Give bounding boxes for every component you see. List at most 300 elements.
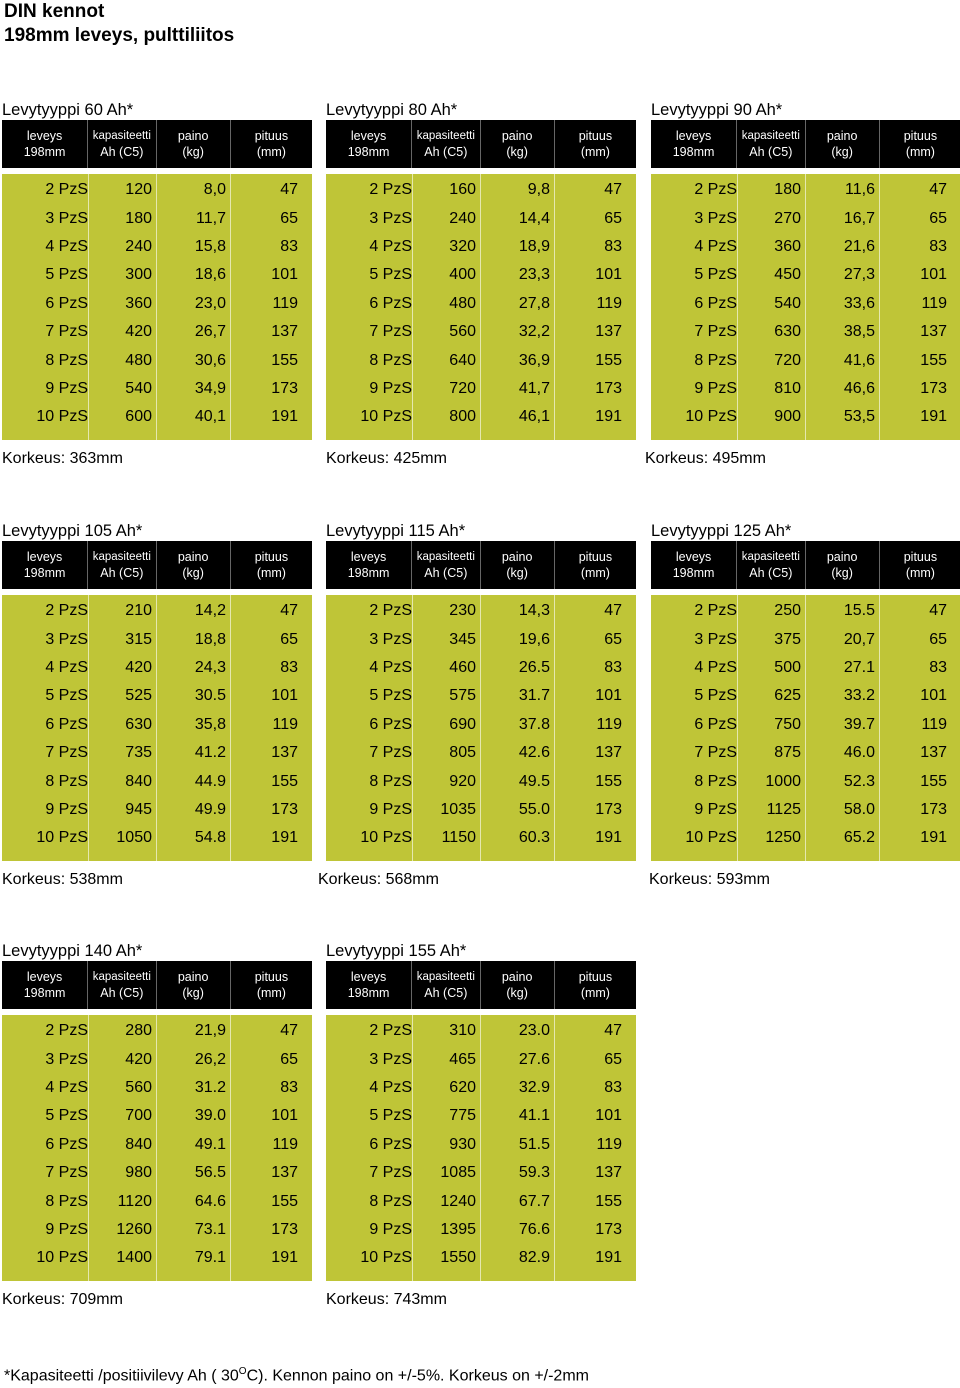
column-divider <box>805 595 806 861</box>
cell-weight: 46,6 <box>843 379 875 397</box>
footnote-text-end: C). Kennon paino on +/-5%. Korkeus on +/-2mm <box>246 1367 589 1385</box>
header-label: pituus <box>254 970 289 984</box>
cell-width: 3 PzS <box>694 630 737 648</box>
cell-capacity: 1035 <box>440 800 476 818</box>
cell-length: 47 <box>280 1022 298 1040</box>
column-divider <box>230 595 231 861</box>
table-row <box>326 1017 636 1045</box>
table-row <box>2 1187 312 1215</box>
cell-length: 119 <box>272 294 298 312</box>
cell-width: 6 PzS <box>369 1135 412 1153</box>
cell-width: 10 PzS <box>685 408 737 426</box>
cell-length: 65 <box>929 209 947 227</box>
header-label: paino <box>177 550 209 564</box>
header-label: leveys <box>26 970 63 984</box>
cell-capacity: 480 <box>449 294 476 312</box>
cell-length: 173 <box>595 1220 622 1238</box>
cell-weight: 51.5 <box>518 1135 550 1153</box>
table-row <box>2 1244 312 1272</box>
cell-width: 5 PzS <box>45 687 88 705</box>
height-label: Korkeus: 743mm <box>326 1291 447 1308</box>
header-label: leveys <box>26 129 63 143</box>
header-unit: (kg) <box>506 986 528 1000</box>
table-row <box>326 346 636 374</box>
cell-weight: 42.6 <box>518 744 550 762</box>
cell-capacity: 450 <box>774 266 801 284</box>
cell-length: 137 <box>271 744 298 762</box>
header-cell <box>651 120 737 168</box>
table-title: Levytyyppi 105 Ah* <box>2 522 143 540</box>
cell-length: 191 <box>595 829 622 847</box>
header-unit: (kg) <box>182 145 204 159</box>
header-unit: (mm) <box>580 145 610 159</box>
cell-weight: 41.1 <box>518 1107 550 1125</box>
cell-weight: 18,9 <box>518 237 550 255</box>
table-row <box>2 1216 312 1244</box>
cell-width: 6 PzS <box>694 294 737 312</box>
cell-capacity: 300 <box>125 266 152 284</box>
column-divider <box>156 1015 157 1281</box>
table-row <box>326 625 636 653</box>
cell-width: 7 PzS <box>694 744 737 762</box>
cell-capacity: 560 <box>125 1078 152 1096</box>
header-unit: Ah (C5) <box>424 566 468 580</box>
cell-length: 191 <box>595 1249 622 1267</box>
table-row <box>326 597 636 625</box>
cell-capacity: 1260 <box>116 1220 152 1238</box>
cell-length: 83 <box>604 237 622 255</box>
cell-weight: 11,6 <box>845 181 875 199</box>
table-row <box>326 176 636 204</box>
cell-weight: 37.8 <box>518 715 550 733</box>
column-divider <box>879 595 880 861</box>
cell-capacity: 1250 <box>765 829 801 847</box>
cell-capacity: 620 <box>449 1078 476 1096</box>
cell-weight: 76.6 <box>518 1220 550 1238</box>
cell-weight: 56.5 <box>194 1164 226 1182</box>
table-header <box>326 120 636 168</box>
cell-length: 191 <box>271 829 298 847</box>
header-label: leveys <box>350 550 387 564</box>
cell-weight: 55.0 <box>518 800 550 818</box>
cell-length: 191 <box>271 408 298 426</box>
cell-length: 47 <box>929 602 947 620</box>
footnote-text: *Kapasiteetti /positiivilevy Ah ( 30 <box>4 1367 239 1385</box>
header-label: leveys <box>350 129 387 143</box>
cell-width: 2 PzS <box>694 602 737 620</box>
header-cell <box>880 120 960 168</box>
header-label: pituus <box>254 129 289 143</box>
header-label: pituus <box>578 129 613 143</box>
cell-width: 7 PzS <box>369 744 412 762</box>
cell-length: 155 <box>920 351 947 369</box>
cell-capacity: 690 <box>449 715 476 733</box>
cell-weight: 20,7 <box>843 630 875 648</box>
cell-length: 155 <box>920 772 947 790</box>
header-label: kapasiteetti <box>92 551 151 563</box>
cell-width: 10 PzS <box>36 829 88 847</box>
cell-weight: 26.5 <box>518 658 550 676</box>
cell-width: 3 PzS <box>694 209 737 227</box>
table-row <box>2 654 312 682</box>
table-row <box>2 1102 312 1130</box>
cell-length: 101 <box>920 687 947 705</box>
cell-length: 101 <box>271 266 298 284</box>
cell-weight: 58.0 <box>843 800 875 818</box>
table-row <box>2 1017 312 1045</box>
cell-weight: 23,3 <box>518 266 550 284</box>
table-row <box>326 824 636 852</box>
cell-weight: 27.6 <box>518 1050 550 1068</box>
cell-length: 83 <box>280 658 298 676</box>
cell-weight: 49.1 <box>194 1135 226 1153</box>
table-row <box>326 739 636 767</box>
cell-capacity: 805 <box>449 744 476 762</box>
height-label: Korkeus: 709mm <box>2 1291 123 1308</box>
cell-width: 6 PzS <box>45 1135 88 1153</box>
cell-width: 9 PzS <box>45 379 88 397</box>
cell-length: 47 <box>929 181 947 199</box>
footnote-degree: O <box>238 1366 247 1377</box>
cell-capacity: 720 <box>774 351 801 369</box>
cell-width: 3 PzS <box>369 209 412 227</box>
cell-capacity: 240 <box>125 237 152 255</box>
header-label: kapasiteetti <box>92 130 151 142</box>
cell-length: 65 <box>604 209 622 227</box>
header-cell <box>88 961 156 1009</box>
cell-length: 65 <box>280 630 298 648</box>
table-row <box>2 796 312 824</box>
header-cell <box>326 961 412 1009</box>
header-label: leveys <box>675 550 712 564</box>
header-label: kapasiteetti <box>741 130 800 142</box>
header-label: leveys <box>675 129 712 143</box>
cell-capacity: 945 <box>125 800 152 818</box>
cell-width: 2 PzS <box>369 181 412 199</box>
cell-capacity: 930 <box>449 1135 476 1153</box>
cell-length: 65 <box>280 1050 298 1068</box>
header-cell <box>157 541 231 589</box>
header-label: leveys <box>26 550 63 564</box>
cell-width: 8 PzS <box>694 772 737 790</box>
cell-capacity: 600 <box>125 408 152 426</box>
table-row <box>326 318 636 346</box>
header-unit: (mm) <box>905 145 935 159</box>
cell-capacity: 1120 <box>117 1192 152 1210</box>
table-header <box>651 541 960 589</box>
table-row <box>2 824 312 852</box>
cell-length: 83 <box>280 1078 298 1096</box>
cell-capacity: 345 <box>449 630 476 648</box>
cell-capacity: 1150 <box>441 829 476 847</box>
header-label: pituus <box>254 550 289 564</box>
cell-length: 119 <box>272 715 298 733</box>
cell-length: 137 <box>595 1164 622 1182</box>
cell-length: 83 <box>929 658 947 676</box>
header-cell <box>231 541 312 589</box>
cell-capacity: 920 <box>449 772 476 790</box>
table-row <box>2 1045 312 1073</box>
cell-capacity: 180 <box>125 209 152 227</box>
cell-length: 83 <box>604 658 622 676</box>
header-unit: 198mm <box>347 986 390 1000</box>
cell-width: 4 PzS <box>45 1078 88 1096</box>
header-label: paino <box>501 970 533 984</box>
cell-width: 7 PzS <box>369 323 412 341</box>
header-label: kapasiteetti <box>92 971 151 983</box>
cell-weight: 53,5 <box>843 408 875 426</box>
header-label: paino <box>177 970 209 984</box>
cell-width: 10 PzS <box>36 408 88 426</box>
cell-width: 4 PzS <box>369 658 412 676</box>
cell-capacity: 465 <box>449 1050 476 1068</box>
cell-length: 47 <box>604 1022 622 1040</box>
header-cell <box>157 961 231 1009</box>
header-unit: (mm) <box>256 986 286 1000</box>
header-cell <box>412 120 480 168</box>
cell-width: 9 PzS <box>369 800 412 818</box>
column-divider <box>480 174 481 440</box>
table-row <box>326 796 636 824</box>
footnote <box>4 1366 589 1385</box>
cell-weight: 27,3 <box>843 266 875 284</box>
table-title: Levytyyppi 140 Ah* <box>2 942 143 960</box>
cell-capacity: 230 <box>449 602 476 620</box>
cell-length: 47 <box>604 181 622 199</box>
table-row <box>326 1074 636 1102</box>
cell-length: 191 <box>271 1249 298 1267</box>
cell-length: 173 <box>271 1220 298 1238</box>
table-row <box>2 767 312 795</box>
column-divider <box>156 595 157 861</box>
cell-capacity: 280 <box>125 1022 152 1040</box>
cell-weight: 18,8 <box>194 630 226 648</box>
cell-width: 4 PzS <box>369 237 412 255</box>
header-unit: 198mm <box>672 566 715 580</box>
cell-capacity: 640 <box>449 351 476 369</box>
cell-weight: 39.0 <box>194 1107 226 1125</box>
cell-capacity: 525 <box>125 687 152 705</box>
cell-width: 10 PzS <box>360 829 412 847</box>
cell-weight: 41,6 <box>843 351 875 369</box>
cell-weight: 49.5 <box>518 772 550 790</box>
column-divider <box>737 174 738 440</box>
table-row <box>326 1102 636 1130</box>
cell-width: 10 PzS <box>685 829 737 847</box>
cell-length: 119 <box>596 1135 622 1153</box>
table-header <box>2 120 312 168</box>
cell-length: 155 <box>271 1192 298 1210</box>
table-row <box>2 1131 312 1159</box>
header-label: paino <box>177 129 209 143</box>
header-cell <box>88 120 156 168</box>
cell-capacity: 540 <box>774 294 801 312</box>
column-divider <box>480 1015 481 1281</box>
cell-weight: 64.6 <box>194 1192 226 1210</box>
cell-capacity: 875 <box>774 744 801 762</box>
header-label: kapasiteetti <box>416 130 475 142</box>
cell-weight: 49.9 <box>194 800 226 818</box>
header-label: pituus <box>578 550 613 564</box>
cell-weight: 40,1 <box>194 408 226 426</box>
column-divider <box>412 595 413 861</box>
header-cell <box>880 541 960 589</box>
cell-weight: 8,0 <box>203 181 226 199</box>
cell-width: 7 PzS <box>369 1164 412 1182</box>
column-divider <box>879 174 880 440</box>
header-cell <box>555 541 636 589</box>
cell-length: 101 <box>271 1107 298 1125</box>
cell-width: 6 PzS <box>369 715 412 733</box>
header-cell <box>651 541 737 589</box>
header-unit: Ah (C5) <box>100 566 144 580</box>
table-row <box>2 261 312 289</box>
cell-width: 8 PzS <box>45 772 88 790</box>
header-unit: (kg) <box>506 566 528 580</box>
cell-length: 173 <box>920 379 947 397</box>
header-cell <box>326 541 412 589</box>
cell-weight: 33,6 <box>843 294 875 312</box>
cell-weight: 54.8 <box>194 829 226 847</box>
header-cell <box>555 961 636 1009</box>
column-divider <box>554 174 555 440</box>
cell-capacity: 315 <box>125 630 152 648</box>
cell-weight: 26,2 <box>194 1050 226 1068</box>
table-header <box>651 120 960 168</box>
cell-width: 10 PzS <box>360 1249 412 1267</box>
table-body <box>326 174 636 440</box>
header-label: paino <box>826 129 858 143</box>
table-row <box>2 711 312 739</box>
header-unit: Ah (C5) <box>100 986 144 1000</box>
cell-length: 119 <box>272 1135 298 1153</box>
table-row <box>2 403 312 431</box>
document-title <box>4 0 234 48</box>
cell-width: 9 PzS <box>369 1220 412 1238</box>
header-label: paino <box>501 129 533 143</box>
column-divider <box>88 1015 89 1281</box>
header-unit: (kg) <box>506 145 528 159</box>
cell-width: 2 PzS <box>45 602 88 620</box>
cell-capacity: 480 <box>125 351 152 369</box>
column-divider <box>805 174 806 440</box>
header-label: paino <box>501 550 533 564</box>
cell-weight: 21,6 <box>843 237 875 255</box>
table-title: Levytyyppi 60 Ah* <box>2 101 134 119</box>
header-unit: 198mm <box>23 145 66 159</box>
table-row <box>2 682 312 710</box>
header-cell <box>2 120 88 168</box>
header-cell <box>231 120 312 168</box>
column-divider <box>737 595 738 861</box>
cell-length: 83 <box>604 1078 622 1096</box>
header-cell <box>2 961 88 1009</box>
cell-width: 5 PzS <box>45 1107 88 1125</box>
header-label: kapasiteetti <box>416 551 475 563</box>
header-label: kapasiteetti <box>416 971 475 983</box>
cell-length: 191 <box>595 408 622 426</box>
cell-capacity: 250 <box>774 602 801 620</box>
column-divider <box>230 1015 231 1281</box>
header-unit: 198mm <box>347 145 390 159</box>
table-row <box>326 1159 636 1187</box>
cell-capacity: 1000 <box>765 772 801 790</box>
cell-length: 83 <box>280 237 298 255</box>
table-row <box>326 1045 636 1073</box>
column-divider <box>554 1015 555 1281</box>
table-body <box>2 1015 312 1281</box>
table-row <box>2 739 312 767</box>
cell-capacity: 1240 <box>440 1192 476 1210</box>
height-label: Korkeus: 568mm <box>318 871 439 888</box>
header-cell <box>737 541 805 589</box>
cell-weight: 15,8 <box>194 237 226 255</box>
cell-length: 137 <box>595 744 622 762</box>
cell-weight: 52.3 <box>843 772 875 790</box>
table-row <box>2 346 312 374</box>
cell-length: 155 <box>271 351 298 369</box>
cell-weight: 34,9 <box>194 379 226 397</box>
cell-width: 8 PzS <box>369 1192 412 1210</box>
header-unit: (kg) <box>831 145 853 159</box>
cell-capacity: 420 <box>125 323 152 341</box>
cell-capacity: 210 <box>125 602 152 620</box>
table-body <box>326 595 636 861</box>
cell-width: 5 PzS <box>45 266 88 284</box>
table-title: Levytyyppi 125 Ah* <box>651 522 792 540</box>
cell-capacity: 750 <box>774 715 801 733</box>
table-row <box>326 767 636 795</box>
cell-weight: 46,1 <box>518 408 550 426</box>
header-cell <box>231 961 312 1009</box>
cell-weight: 44.9 <box>194 772 226 790</box>
cell-width: 4 PzS <box>694 658 737 676</box>
cell-weight: 82.9 <box>518 1249 550 1267</box>
cell-width: 2 PzS <box>45 181 88 199</box>
header-unit: (mm) <box>256 145 286 159</box>
cell-weight: 30,6 <box>194 351 226 369</box>
cell-capacity: 900 <box>774 408 801 426</box>
cell-length: 65 <box>604 630 622 648</box>
cell-capacity: 630 <box>125 715 152 733</box>
cell-width: 4 PzS <box>694 237 737 255</box>
header-cell <box>481 120 555 168</box>
cell-width: 8 PzS <box>45 1192 88 1210</box>
table-title: Levytyyppi 90 Ah* <box>651 101 783 119</box>
cell-capacity: 500 <box>774 658 801 676</box>
title-line-2: 198mm leveys, pulttiliitos <box>4 25 235 46</box>
header-label: kapasiteetti <box>741 551 800 563</box>
cell-weight: 19,6 <box>518 630 550 648</box>
table-row <box>326 233 636 261</box>
cell-capacity: 120 <box>125 181 152 199</box>
header-unit: 198mm <box>672 145 715 159</box>
cell-width: 4 PzS <box>369 1078 412 1096</box>
cell-weight: 18,6 <box>194 266 226 284</box>
cell-capacity: 540 <box>125 379 152 397</box>
cell-capacity: 980 <box>125 1164 152 1182</box>
header-label: paino <box>826 550 858 564</box>
cell-capacity: 420 <box>125 658 152 676</box>
table-row <box>326 204 636 232</box>
header-unit: (kg) <box>182 566 204 580</box>
cell-capacity: 360 <box>125 294 152 312</box>
header-label: pituus <box>578 970 613 984</box>
cell-length: 65 <box>929 630 947 648</box>
cell-length: 155 <box>595 351 622 369</box>
header-cell <box>157 120 231 168</box>
cell-weight: 32,2 <box>518 323 550 341</box>
